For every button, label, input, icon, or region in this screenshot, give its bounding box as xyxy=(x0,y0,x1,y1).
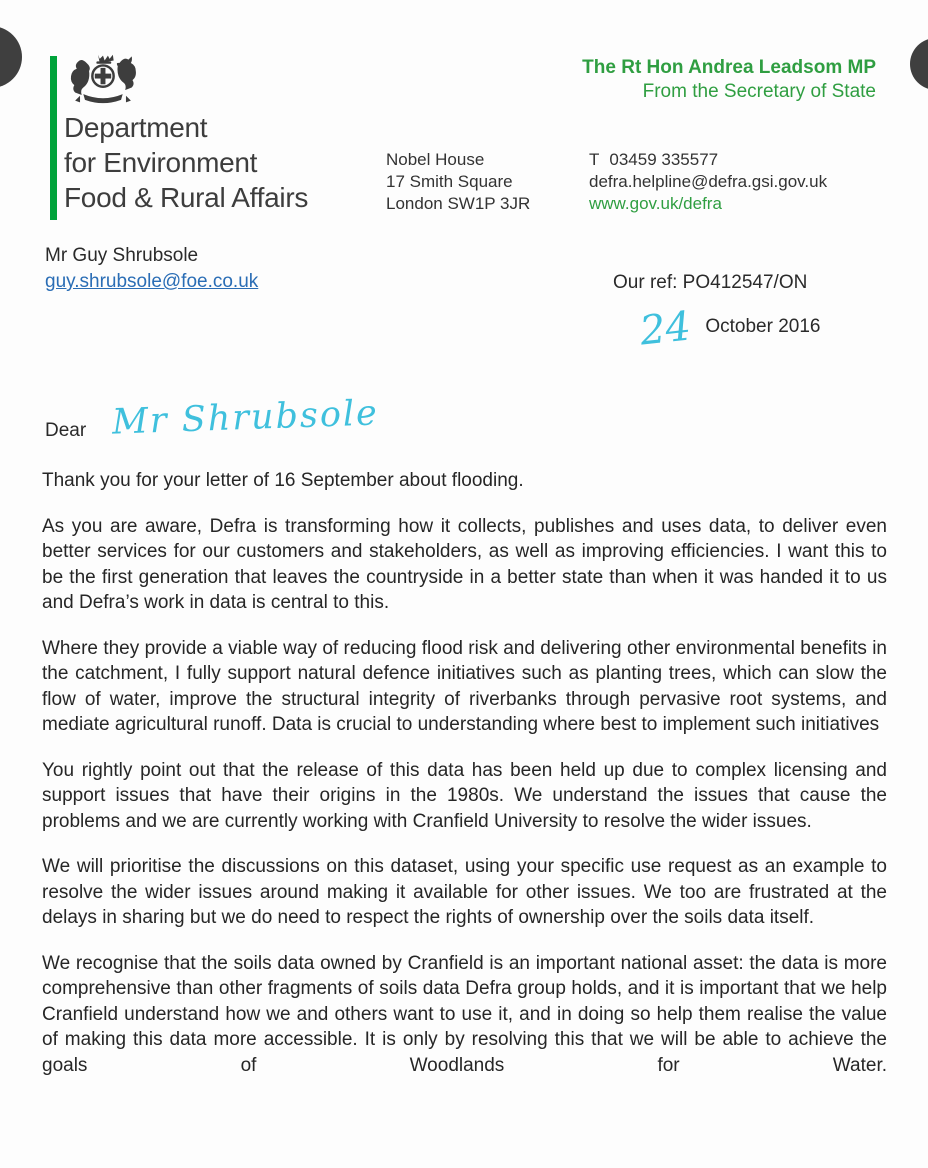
recipient-block xyxy=(45,243,258,295)
phone-number: 03459 335577 xyxy=(609,150,719,169)
reference-number: Our ref: PO412547/ON xyxy=(613,272,808,293)
letter-body xyxy=(42,468,887,1098)
department-title-line: Food & Rural Affairs xyxy=(64,182,309,213)
department-title-line: for Environment xyxy=(64,147,258,178)
paragraph: Thank you for your letter of 16 September about flooding. xyxy=(42,470,524,491)
phone-line xyxy=(589,149,827,171)
scan-artifact-left xyxy=(0,26,22,88)
address-line: 17 Smith Square xyxy=(386,172,513,191)
scan-artifact-right xyxy=(910,38,928,90)
defra-green-bar xyxy=(50,56,57,220)
handwritten-recipient-name: Mr Shrubsole xyxy=(111,393,380,443)
department-title-line: Department xyxy=(64,112,208,143)
paragraph: As you are aware, Defra is transforming how it collects, publishes and uses data, to deliver even better services for our customers and stakeholders, as well as improving efficiencies. I want this to be the first generation that leaves the countryside in a better state than when it was handed it to us and Defra’s work in data is central to this. xyxy=(42,515,887,613)
website-url: www.gov.uk/defra xyxy=(589,194,722,213)
phone-label: T xyxy=(589,150,600,169)
handwritten-day: 24 xyxy=(637,303,694,355)
sender-block xyxy=(582,56,876,104)
office-address xyxy=(386,149,530,215)
address-line: Nobel House xyxy=(386,150,485,169)
helpline-email: defra.helpline@defra.gsi.gov.uk xyxy=(589,172,828,191)
letter-date xyxy=(637,303,821,358)
contact-block xyxy=(589,149,827,215)
address-line: London SW1P 3JR xyxy=(386,194,531,213)
royal-crest-icon xyxy=(62,48,144,114)
recipient-name: Mr Guy Shrubsole xyxy=(45,245,199,266)
recipient-email-link[interactable]: guy.shrubsole@foe.co.uk xyxy=(45,271,259,292)
department-title xyxy=(64,110,308,215)
paragraph: We will prioritise the discussions on this dataset, using your specific use request as an example to resolve the wider issues around making it available for other issues. We too are frustrated at the delays in sharing but we do need to respect the rights of ownership over the soils data itself. xyxy=(42,856,887,928)
sender-role: From the Secretary of State xyxy=(642,81,876,102)
paragraph: Where they provide a viable way of reducing flood risk and delivering other environmental benefits in the catchment, I fully support natural defence initiatives such as planting trees, which can slow the flow of water, improve the structural integrity of riverbanks through pervasive root systems, and mediate agricultural runoff. Data is crucial to understanding where best to implement such initiatives xyxy=(42,637,887,735)
sender-name: The Rt Hon Andrea Leadsom MP xyxy=(582,57,876,78)
paragraph: You rightly point out that the release of this data has been held up due to complex licensing and support issues that have their origins in the 1980s. We understand the issues that cause the problems and we are currently working with Cranfield University to resolve the wider issues. xyxy=(42,759,887,832)
salutation: Dear xyxy=(45,420,87,441)
paragraph: We recognise that the soils data owned by Cranfield is an important national asset: the data is more comprehensive than other fragments of soils data Defra group holds, and it is important that we help Cranfield understand how we and others want to use it, and in doing so help them realise the value of making this data more accessible. It is only by resolving this that we will be able to achieve the goals of Woodlands for Water. xyxy=(42,952,887,1076)
printed-date: October 2016 xyxy=(705,316,821,337)
